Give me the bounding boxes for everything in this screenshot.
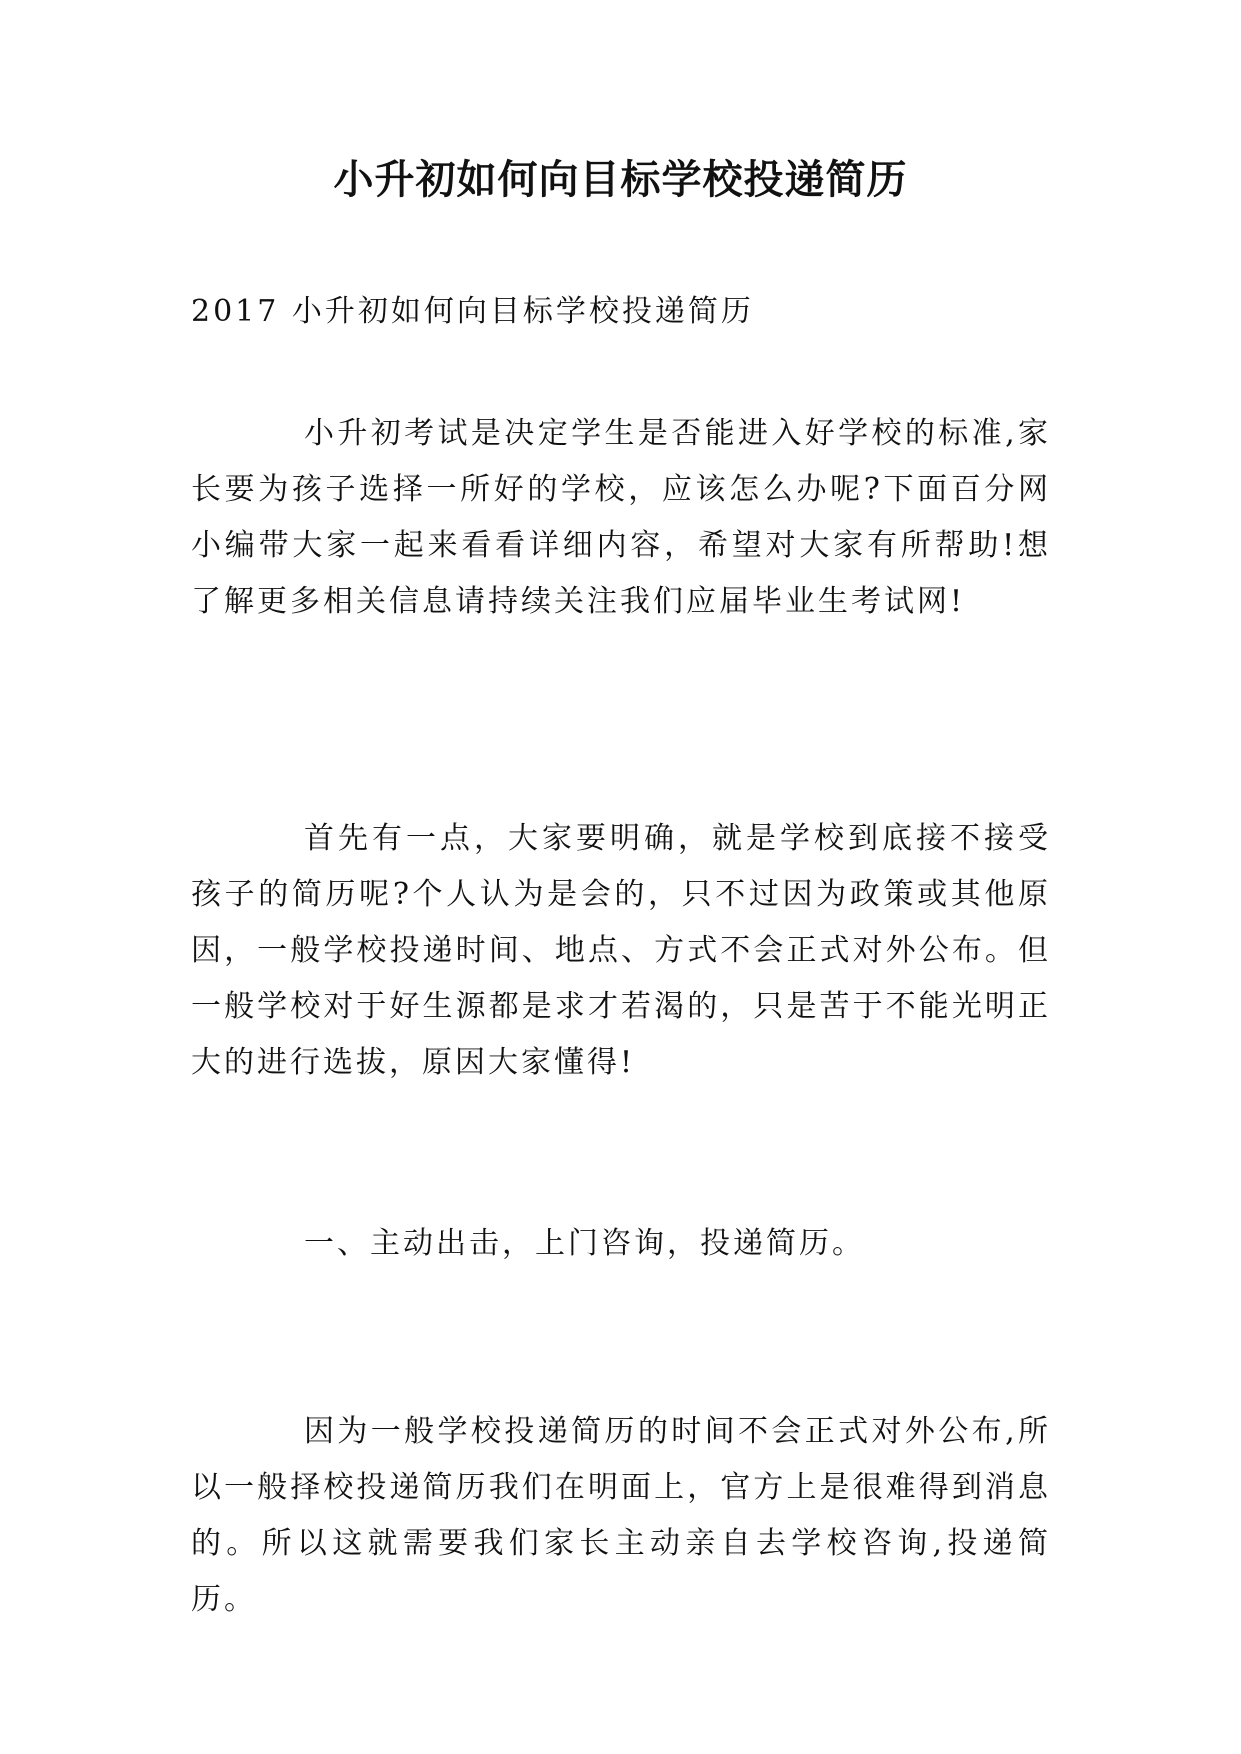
document-title: 小升初如何向目标学校投递简历 <box>333 157 908 203</box>
intro-paragraph: 小升初考试是决定学生是否能进入好学校的标准,家长要为孩子选择一所好的学校，应该怎么办呢?下面百分网小编带大家一起来看看详细内容，希望对大家有所帮助!想了解更多相关信息请持续关注我们应届毕业生考试网! <box>191 416 1051 619</box>
document-subtitle: 2017 小升初如何向目标学校投递简历 <box>191 294 754 329</box>
body-paragraph: 首先有一点，大家要明确，就是学校到底接不接受孩子的简历呢?个人认为是会的，只不过因为政策或其他原因，一般学校投递时间、地点、方式不会正式对外公布。但一般学校对于好生源都是求才若渴的，只是苦于不能光明正大的进行选拔，原因大家懂得! <box>191 821 1051 1080</box>
section-heading: 一、主动出击，上门咨询，投递简历。 <box>304 1226 865 1261</box>
body-paragraph: 因为一般学校投递简历的时间不会正式对外公布,所以一般择校投递简历我们在明面上，官方上是很难得到消息的。所以这就需要我们家长主动亲自去学校咨询,投递简历。 <box>191 1414 1051 1617</box>
